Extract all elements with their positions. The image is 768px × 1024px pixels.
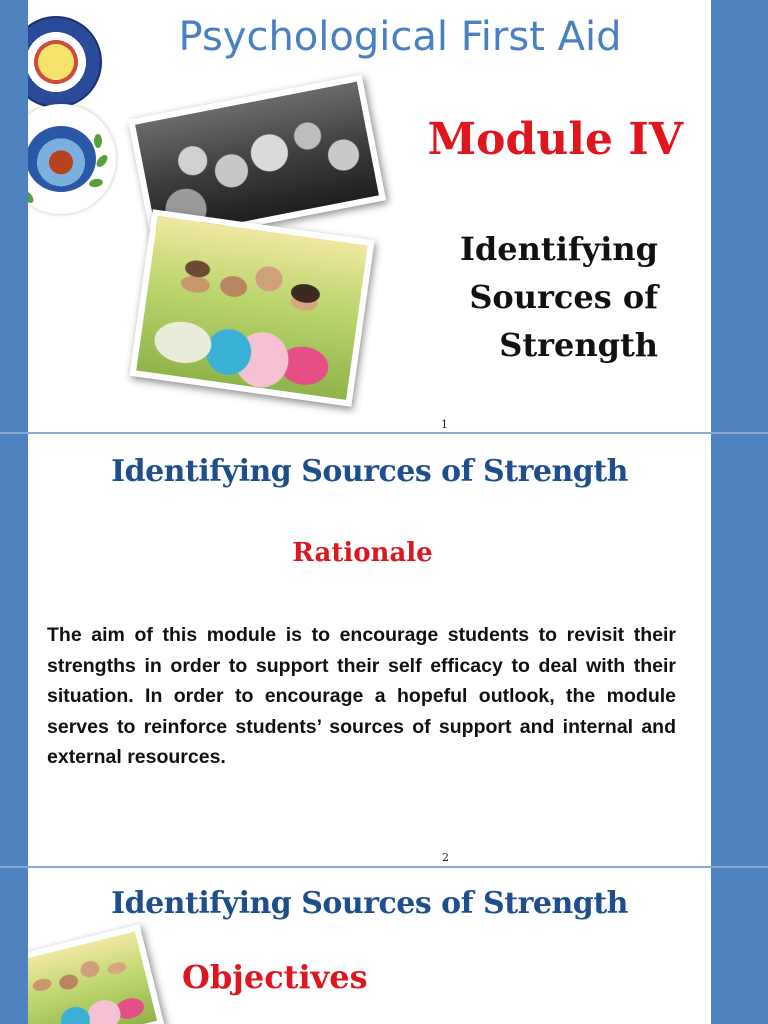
slide-2 <box>28 434 711 866</box>
section-title: Rationale <box>292 538 433 568</box>
slide-1 <box>28 0 711 432</box>
slide-heading: Identifying Sources of Strength <box>111 454 628 489</box>
subtitle-line: Identifying <box>459 230 658 268</box>
subtitle-line: Strength <box>499 326 658 364</box>
school-seal-logo <box>28 16 102 108</box>
subtitle-line: Sources of <box>469 278 658 316</box>
page-number: 2 <box>442 851 449 864</box>
presentation-title: Psychological First Aid <box>178 14 622 60</box>
module-label: Module IV <box>427 114 683 165</box>
family-group-photo <box>129 209 374 407</box>
page-number: 1 <box>441 418 448 431</box>
slide-heading: Identifying Sources of Strength <box>111 886 628 921</box>
family-group-photo <box>28 924 164 1024</box>
rationale-paragraph: The aim of this module is to encourage students to revisit their strengths in order to support their self efficacy to deal with their situation. In order to encourage a hopeful outlook, the module serves to reinforce students’ sources of support and internal and external resources. <box>47 624 676 768</box>
section-title: Objectives <box>182 958 368 996</box>
guidance-counseling-logo <box>28 104 116 214</box>
slide-3 <box>28 868 711 1024</box>
module-subtitle <box>388 225 658 369</box>
